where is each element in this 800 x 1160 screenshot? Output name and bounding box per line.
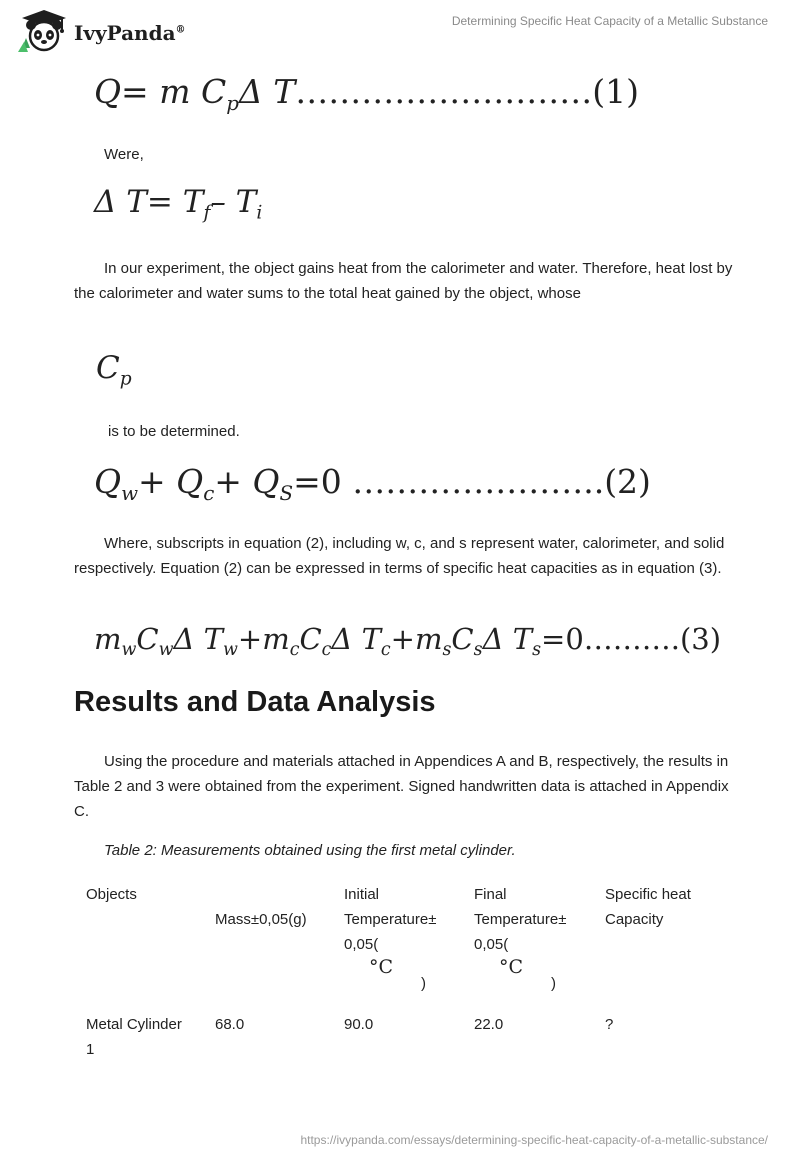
- were-text: Were,: [104, 146, 144, 163]
- header-final-line2: Temperature±: [474, 911, 567, 928]
- final-close-paren: ): [551, 975, 556, 992]
- section-heading-results: Results and Data Analysis: [74, 686, 436, 718]
- cell-final: 22.0: [474, 1016, 504, 1033]
- paragraph-heat-gain: In our experiment, the object gains heat from the calorimeter and water. Therefore, heat lost by the calorimeter and water sums to the total heat gained by the object, whose: [74, 260, 733, 302]
- equation-1: Q= m $C_p\Delta$ T………………………(1): [94, 72, 639, 115]
- header-initial-line2: Temperature±: [344, 911, 437, 928]
- initial-close-paren: ): [421, 975, 426, 992]
- header-final-line1: Final: [474, 886, 507, 903]
- header-specific-line2: Capacity: [605, 911, 664, 928]
- header-specific-line1: Specific heat: [605, 886, 691, 903]
- final-celsius-unit: °C: [499, 956, 524, 978]
- header-objects: Objects: [86, 886, 137, 903]
- cell-specific: ?: [605, 1016, 614, 1033]
- source-url[interactable]: https://ivypanda.com/essays/determining-specific-heat-capacity-of-a-metallic-substance/: [300, 1133, 768, 1147]
- cell-object-line2: 1: [86, 1041, 95, 1058]
- header-final-line3: 0,05(: [474, 936, 509, 953]
- header-initial-line3: 0,05(: [344, 936, 379, 953]
- cell-initial: 90.0: [344, 1016, 374, 1033]
- paragraph-determined: is to be determined.: [108, 423, 240, 440]
- equation-cp: $C_p$: [96, 350, 132, 390]
- document-title: Determining Specific Heat Capacity of a Metallic Substance: [451, 14, 768, 28]
- page-header: [0, 0, 800, 60]
- ivypanda-logo[interactable]: [16, 8, 186, 54]
- brand-name: IvyPanda®: [74, 21, 186, 45]
- equation-3: $m_wC_w\Delta$ $T_w+m_cC_c\Delta$ $T_c+m_sC_s\Delta$ $T_s=0\dots\dots\dots.(3)$: [94, 622, 722, 661]
- initial-celsius-unit: °C: [369, 956, 394, 978]
- paragraph-procedure: Using the procedure and materials attached in Appendices A and B, respectively, the results in Table 2 and 3 were obtained from the experiment. Signed handwritten data is attached in Appendix C.: [74, 753, 729, 820]
- equation-2: $Q_w+ Q_c+ Q_S=0$ …………………..(2): [94, 462, 651, 505]
- header-mass: Mass±0,05(g): [215, 911, 307, 928]
- header-initial-line1: Initial: [344, 886, 380, 903]
- cell-mass: 68.0: [215, 1016, 245, 1033]
- table-caption: Table 2: Measurements obtained using the first metal cylinder.: [104, 842, 516, 859]
- cell-object-line1: Metal Cylinder: [86, 1016, 182, 1033]
- panda-graduate-icon: [16, 8, 72, 54]
- equation-delta-t: Δ $T= T_f-$ $T_i$: [94, 184, 263, 224]
- paragraph-subscripts: Where, subscripts in equation (2), including w, c, and s represent water, calorimeter, and solid respectively. Equation (2) can be expressed in terms of specific heat capacities as in equation (3).: [74, 535, 725, 577]
